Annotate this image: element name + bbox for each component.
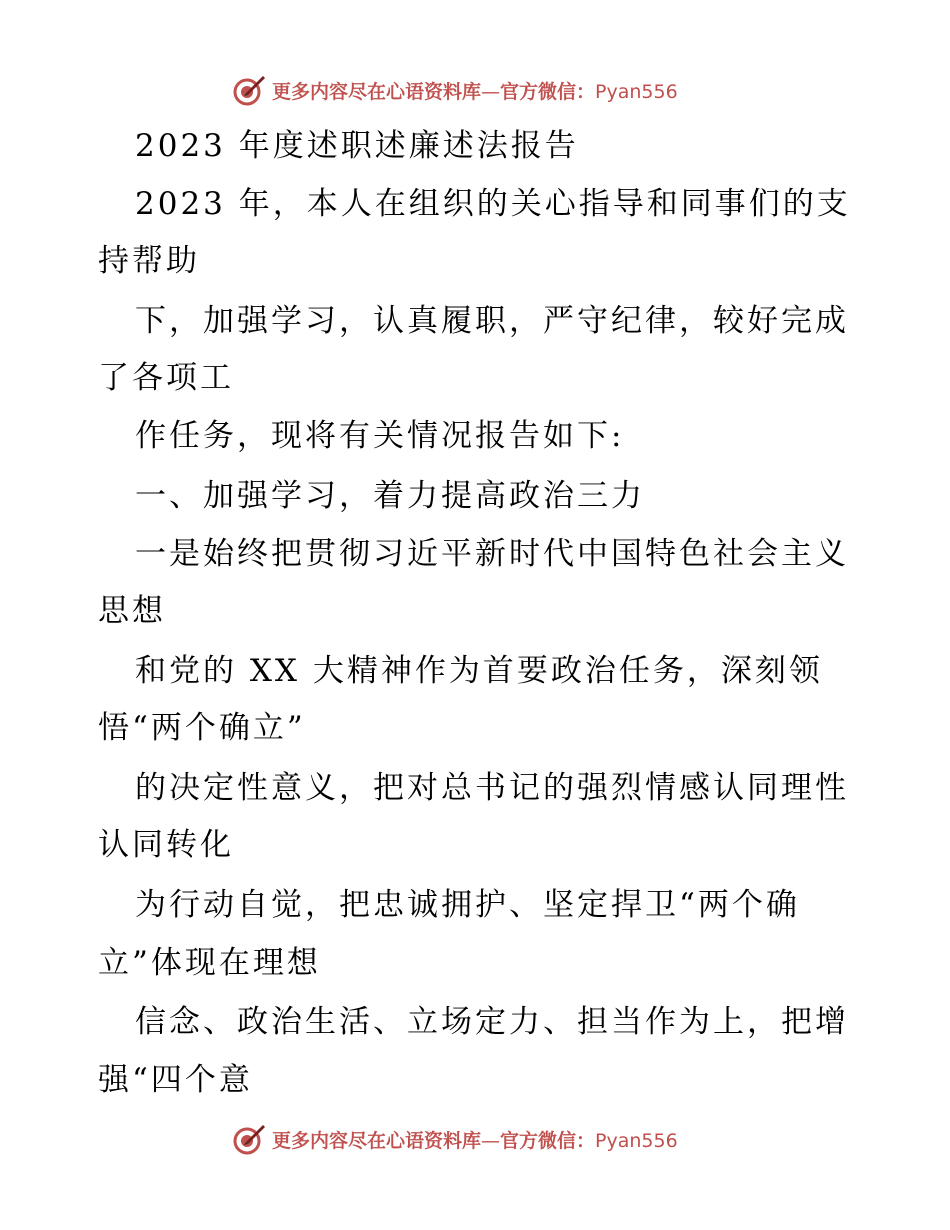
paragraph-line: 强“四个意	[98, 1062, 253, 1098]
paragraph-line: 立”体现在理想	[98, 945, 321, 981]
paragraph-line: 思想	[98, 593, 166, 629]
paragraph-line: 持帮助	[98, 243, 200, 279]
section-heading: 一、加强学习，着力提高政治三力	[135, 478, 645, 514]
paragraph-line: 信念、政治生活、立场定力、担当作为上，把增	[135, 1004, 849, 1040]
pen-seal-logo-icon	[232, 73, 266, 107]
paragraph-line: 下，加强学习，认真履职，严守纪律，较好完成	[135, 303, 849, 339]
paragraph-line: 2023 年，本人在组织的关心指导和同事们的支	[135, 186, 851, 222]
header-banner	[232, 70, 712, 110]
header-dash: —	[481, 80, 501, 103]
header-wechat-id: Pyan556	[595, 80, 678, 103]
footer-wechat-label: 官方微信：	[500, 1129, 596, 1152]
footer-wechat-id: Pyan556	[595, 1129, 678, 1152]
footer-banner	[232, 1119, 712, 1159]
footer-dash: —	[481, 1129, 501, 1152]
footer-site-text: 更多内容尽在心语资料库	[272, 1129, 482, 1152]
header-banner-text	[272, 77, 678, 104]
pen-seal-logo-icon	[232, 1122, 266, 1156]
header-site-text: 更多内容尽在心语资料库	[272, 80, 482, 103]
header-wechat-label: 官方微信：	[500, 80, 596, 103]
paragraph-line: 认同转化	[98, 827, 234, 863]
paragraph-line: 一是始终把贯彻习近平新时代中国特色社会主义	[135, 536, 849, 572]
document-title: 2023 年度述职述廉述法报告	[135, 128, 579, 164]
paragraph-line: 为行动自觉，把忠诚拥护、坚定捍卫“两个确	[135, 887, 800, 923]
footer-banner-text	[272, 1126, 678, 1153]
paragraph-line: 悟“两个确立”	[98, 710, 306, 746]
paragraph-line: 作任务，现将有关情况报告如下:	[135, 418, 625, 454]
paragraph-line: 的决定性意义，把对总书记的强烈情感认同理性	[135, 770, 849, 806]
paragraph-line: 了各项工	[98, 360, 234, 396]
paragraph-line: 和党的 XX 大精神作为首要政治任务，深刻领	[135, 653, 823, 689]
